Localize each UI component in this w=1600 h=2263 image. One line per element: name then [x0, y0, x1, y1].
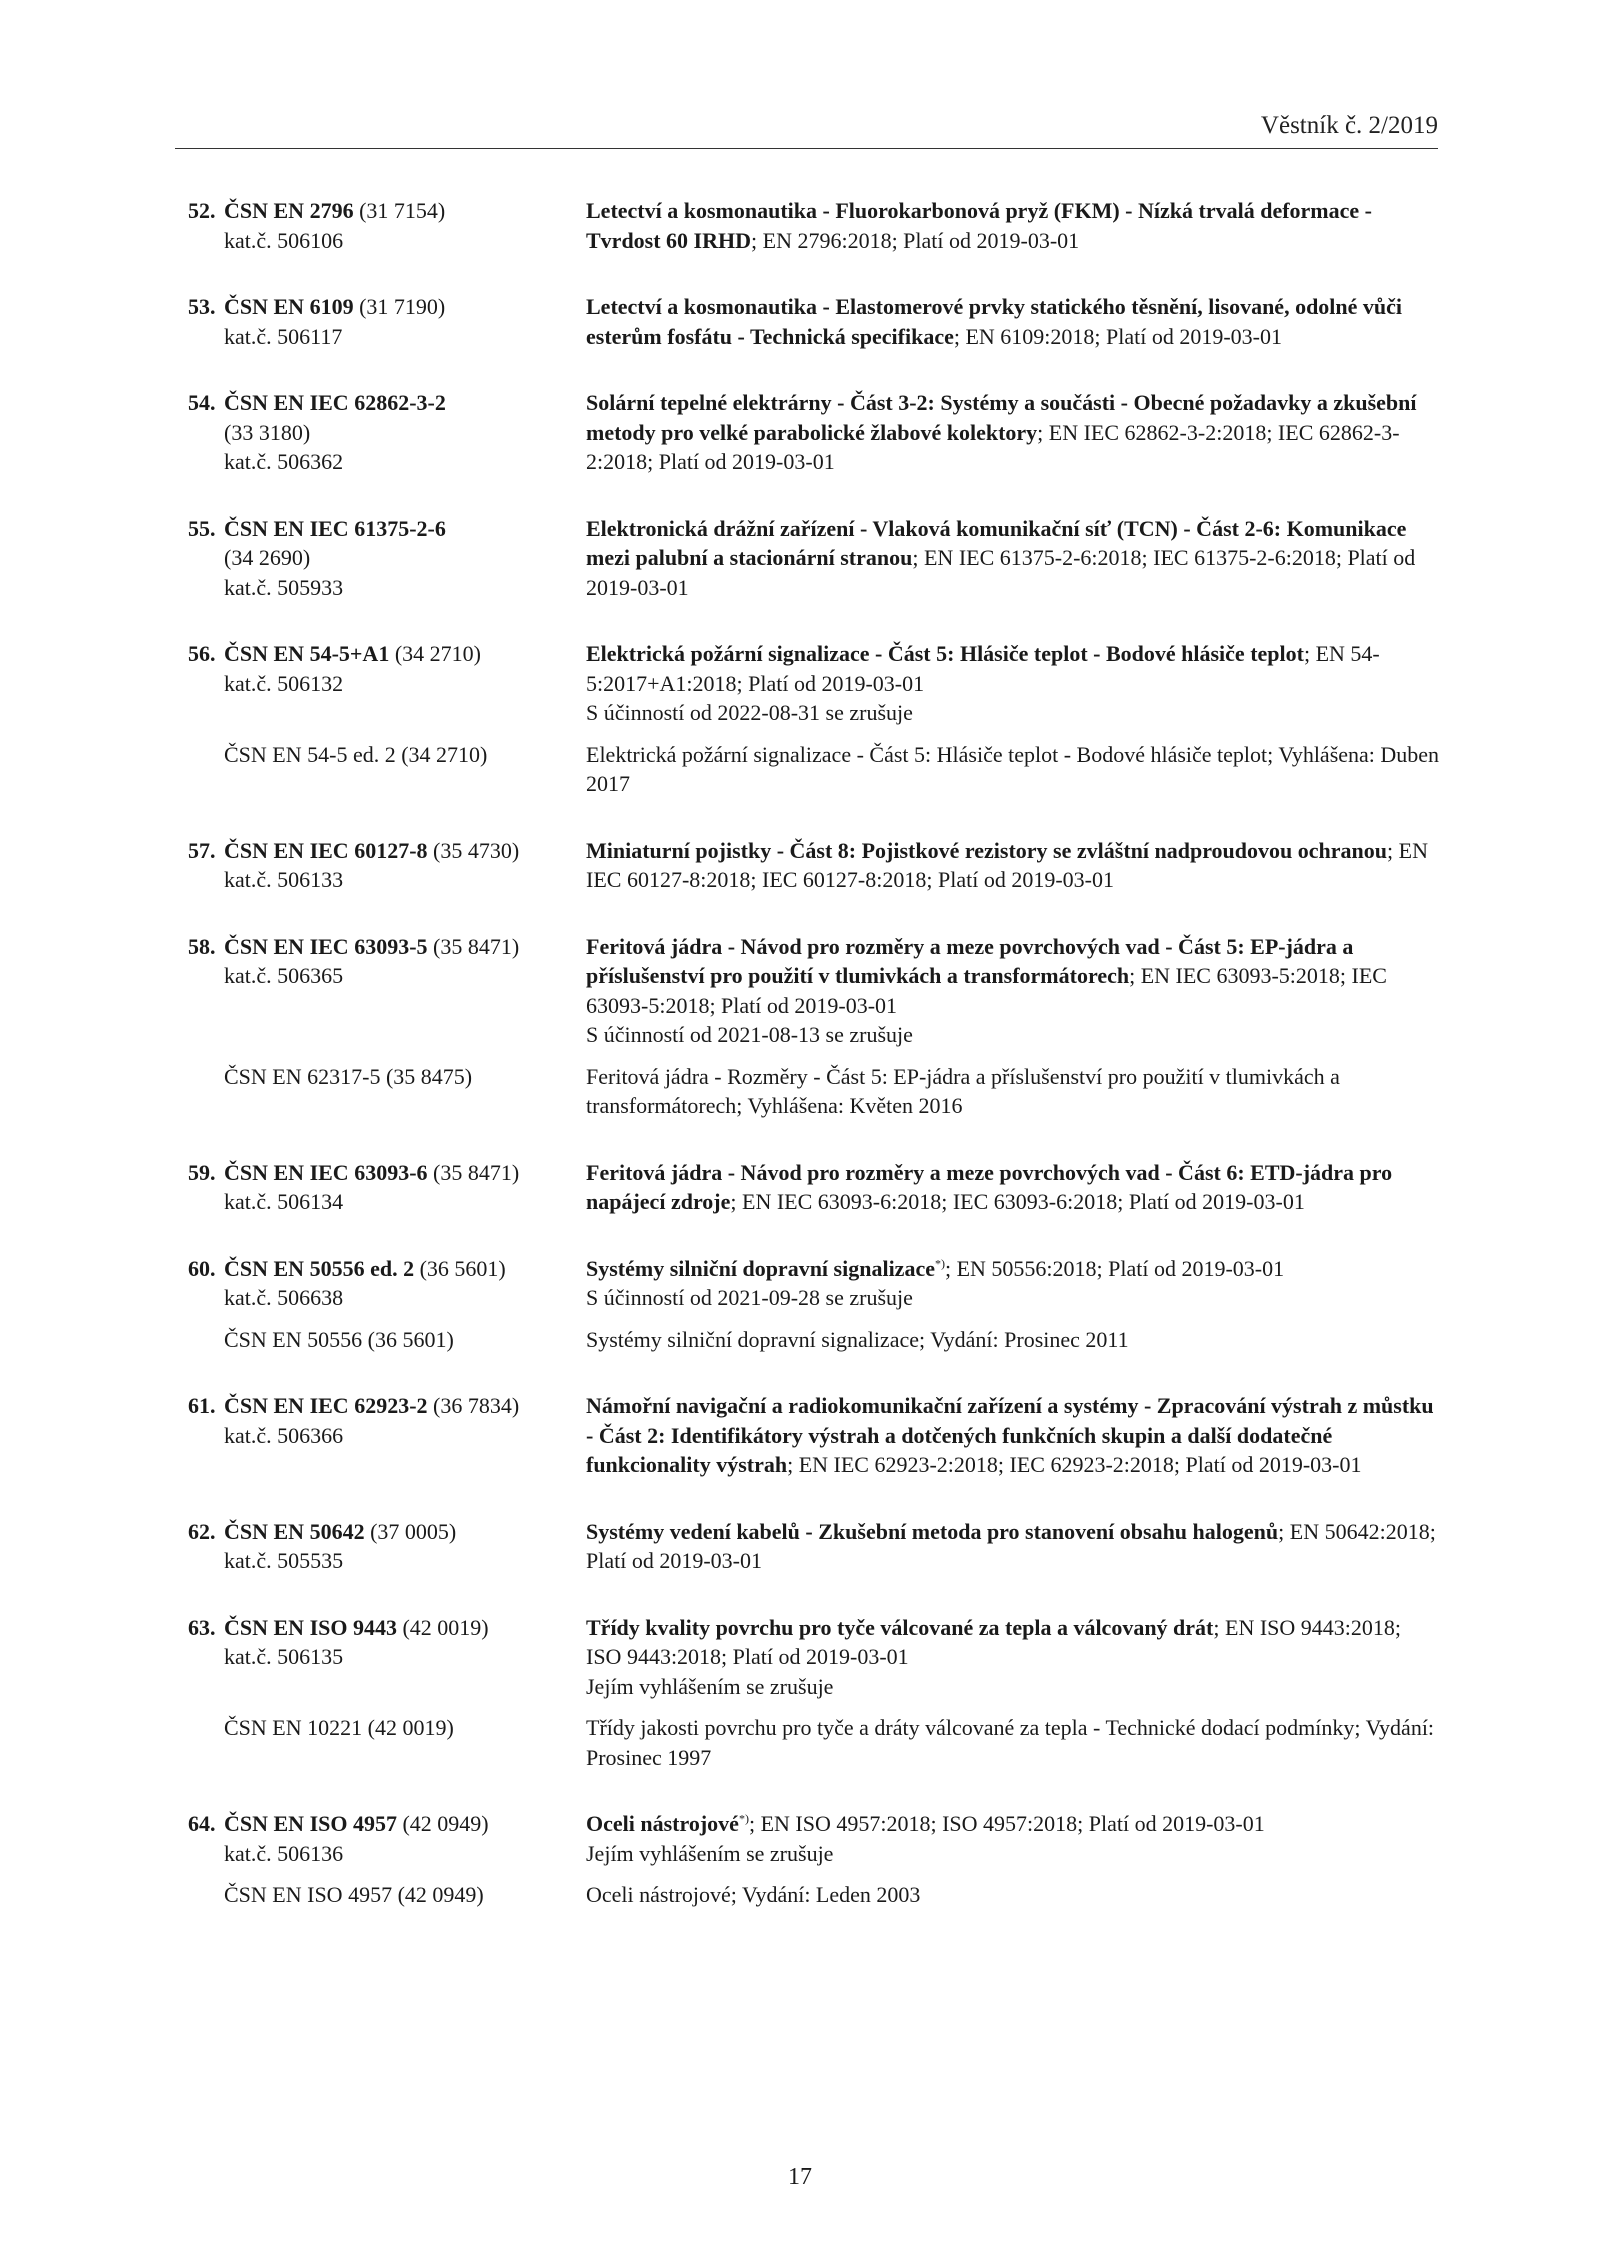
entry-number: 64. [188, 1811, 216, 1836]
catalog-number: kat.č. 506136 [224, 1840, 344, 1866]
classification-code: (31 7154) [359, 198, 446, 223]
standard-title: Elektrická požární signalizace - Část 5: Hlásiče teplot - Bodové hlásiče teplot [586, 641, 1304, 666]
standard-title: Letectví a kosmonautika - Elastomerové prvky statického těsnění, lisované, odolné vůči esterům fosfátu - Technická specifikace [586, 294, 1403, 349]
standard-details: ; EN ISO 4957:2018; ISO 4957:2018; Platí od 2019-03-01 [748, 1811, 1265, 1836]
page-number: 17 [788, 2164, 812, 2190]
standard-entry-57 [188, 836, 1448, 895]
standard-title: Solární tepelné elektrárny - Část 3-2: Systémy a součásti - Obecné požadavky a zkušební metody pro velké parabolické žlabové kolektory [586, 390, 1417, 445]
standard-details: ; EN 2796:2018; Platí od 2019-03-01 [751, 227, 1080, 253]
standard-identifier [188, 196, 586, 255]
catalog-number: kat.č. 506638 [224, 1285, 344, 1310]
catalog-number: kat.č. 505535 [224, 1548, 344, 1573]
standard-details: ; EN ISO 9443:2018; ISO 9443:2018; Platí od 2019-03-01 [586, 1614, 1402, 1669]
standard-identifier [188, 388, 586, 477]
standard-title: Feritová jádra - Návod pro rozměry a meze povrchových vad - Část 6: ETD-jádra pro napájecí zdroje [586, 1159, 1393, 1214]
catalog-number: kat.č. 506366 [224, 1422, 344, 1448]
standard-description [586, 1158, 1441, 1217]
withdrawal-note: Jejím vyhlášením se zrušuje [586, 1673, 834, 1699]
replaced-standard [188, 740, 1448, 799]
withdrawal-note: S účinností od 2022-08-31 se zrušuje [586, 700, 913, 725]
classification-code: (36 5601) [419, 1255, 506, 1281]
replaced-standard-text: Oceli nástrojové; Vydání: Leden 2003 [586, 1882, 921, 1907]
standard-description [586, 388, 1441, 477]
replaced-standard-text: Třídy jakosti povrchu pro tyče a dráty válcované za tepla - Technické dodací podmínky; Vydání: Prosinec 1997 [586, 1715, 1435, 1770]
standard-description [586, 1613, 1441, 1702]
standard-identifier [188, 932, 586, 1050]
standard-entry-62 [188, 1517, 1448, 1576]
standard-code: ČSN EN 54-5+A1 [224, 641, 390, 666]
standard-title: Třídy kvality povrchu pro tyče válcované za tepla a válcovaný drát [586, 1614, 1214, 1640]
standard-description [586, 1391, 1441, 1480]
standard-identifier [188, 836, 586, 895]
replaced-standard [188, 1713, 1448, 1772]
standard-entry-61 [188, 1391, 1448, 1480]
classification-code: (34 2690) [224, 545, 311, 570]
standard-code: ČSN EN 50556 ed. 2 [224, 1255, 415, 1281]
catalog-number: kat.č. 506133 [224, 867, 344, 892]
standard-identifier [188, 1809, 586, 1868]
withdrawal-note: S účinností od 2021-09-28 se zrušuje [586, 1285, 913, 1310]
standard-details: ; EN 50556:2018; Platí od 2019-03-01 [944, 1255, 1285, 1281]
standard-entry-60 [188, 1254, 1448, 1355]
standard-details: ; EN 6109:2018; Platí od 2019-03-01 [953, 323, 1283, 349]
catalog-number: kat.č. 506134 [224, 1189, 344, 1214]
standard-entry-52 [188, 196, 1448, 255]
standard-identifier [188, 1254, 586, 1313]
standard-details: ; EN IEC 63093-6:2018; IEC 63093-6:2018; Platí od 2019-03-01 [730, 1189, 1305, 1214]
standard-description [586, 639, 1441, 728]
replaced-standard-text: Systémy silniční dopravní signalizace; Vydání: Prosinec 2011 [586, 1326, 1129, 1352]
standard-code: ČSN EN 2796 [224, 198, 354, 223]
entry-number: 57. [188, 837, 216, 863]
standard-code: ČSN EN IEC 62862-3-2 [224, 390, 446, 415]
entry-number: 53. [188, 294, 216, 319]
catalog-number: kat.č. 506362 [224, 449, 344, 474]
classification-code: (36 7834) [433, 1393, 520, 1418]
replaced-standard-code: ČSN EN 62317-5 (35 8475) [224, 1063, 473, 1089]
standard-description [586, 1809, 1441, 1868]
standard-code: ČSN EN IEC 63093-6 [224, 1159, 428, 1185]
standard-code: ČSN EN IEC 60127-8 [224, 837, 428, 863]
standard-details: ; EN 54-5:2017+A1:2018; Platí od 2019-03-01 [586, 641, 1380, 696]
entry-number: 59. [188, 1159, 216, 1185]
standard-title: Systémy silniční dopravní signalizace [586, 1255, 935, 1281]
replaced-standard-code: ČSN EN ISO 4957 (42 0949) [224, 1882, 484, 1907]
classification-code: (35 4730) [433, 837, 520, 863]
standard-identifier [188, 292, 586, 351]
entry-number: 55. [188, 515, 216, 541]
classification-code: (42 0949) [402, 1811, 489, 1836]
standard-entry-58 [188, 932, 1448, 1121]
standard-description [586, 514, 1441, 603]
catalog-number: kat.č. 506365 [224, 963, 344, 988]
bulletin-title: Věstník č. 2/2019 [1260, 112, 1438, 139]
standard-identifier [188, 1158, 586, 1217]
standard-details: ; EN IEC 62923-2:2018; IEC 62923-2:2018; Platí od 2019-03-01 [787, 1452, 1362, 1477]
entry-number: 60. [188, 1255, 216, 1281]
classification-code: (34 2710) [394, 641, 481, 666]
footnote-marker: *) [738, 1811, 749, 1826]
standard-details: ; EN 50642:2018; Platí od 2019-03-01 [586, 1518, 1436, 1573]
standard-code: ČSN EN 50642 [224, 1518, 365, 1544]
replaced-standard-code: ČSN EN 10221 (42 0019) [224, 1715, 454, 1740]
entry-number: 61. [188, 1393, 216, 1418]
standard-description [586, 932, 1441, 1050]
standard-title: Letectví a kosmonautika - Fluorokarbonová pryž (FKM) - Nízká trvalá deformace - Tvrdost 60 IRHD [586, 198, 1372, 253]
standard-entry-59 [188, 1158, 1448, 1217]
standard-code: ČSN EN ISO 4957 [224, 1811, 397, 1836]
classification-code: (42 0019) [402, 1614, 489, 1640]
standard-title: Námořní navigační a radiokomunikační zařízení a systémy - Zpracování výstrah z můstku - Část 2: Identifikátory výstrah a dotčených funkčních skupin a další dodatečné funkcionality výstrah [586, 1393, 1434, 1477]
standard-identifier [188, 514, 586, 603]
replaced-standard-text: Elektrická požární signalizace - Část 5: Hlásiče teplot - Bodové hlásiče teplot; Vyhlášena: Duben 2017 [586, 741, 1440, 796]
withdrawal-note: S účinností od 2021-08-13 se zrušuje [586, 1022, 913, 1047]
classification-code: (33 3180) [224, 419, 311, 445]
bulletin-header [175, 112, 1438, 149]
entry-number: 58. [188, 933, 216, 959]
footnote-marker: *) [934, 1256, 945, 1271]
standard-description [586, 292, 1441, 351]
standard-details: ; EN IEC 63093-5:2018; IEC 63093-5:2018; Platí od 2019-03-01 [586, 963, 1387, 1018]
replaced-standard [188, 1062, 1448, 1121]
catalog-number: kat.č. 506135 [224, 1644, 344, 1669]
standard-title: Systémy vedení kabelů - Zkušební metoda pro stanovení obsahu halogenů [586, 1518, 1279, 1544]
standard-title: Oceli nástrojové [586, 1811, 739, 1836]
standard-identifier [188, 1517, 586, 1576]
classification-code: (35 8471) [433, 933, 520, 959]
entry-number: 63. [188, 1614, 216, 1640]
classification-code: (35 8471) [433, 1159, 520, 1185]
standard-title: Miniaturní pojistky - Část 8: Pojistkové rezistory se zvláštní nadproudovou ochranou [586, 837, 1388, 863]
classification-code: (31 7190) [359, 294, 446, 319]
replaced-standard [188, 1325, 1448, 1355]
replaced-standard-code: ČSN EN 54-5 ed. 2 (34 2710) [224, 741, 488, 767]
standard-code: ČSN EN IEC 62923-2 [224, 1393, 428, 1418]
standard-description [586, 1254, 1441, 1313]
standard-identifier [188, 1613, 586, 1702]
standard-description [586, 836, 1441, 895]
standard-details: ; EN IEC 60127-8:2018; IEC 60127-8:2018; Platí od 2019-03-01 [586, 837, 1428, 892]
replaced-standard [188, 1880, 1448, 1910]
standard-entry-53 [188, 292, 1448, 351]
standard-entry-54 [188, 388, 1448, 477]
entry-number: 56. [188, 641, 216, 666]
classification-code: (37 0005) [370, 1518, 457, 1544]
catalog-number: kat.č. 506106 [224, 227, 344, 253]
entry-number: 62. [188, 1518, 216, 1544]
standards-list [188, 196, 1448, 1947]
standard-details: ; EN IEC 62862-3-2:2018; IEC 62862-3-2:2018; Platí od 2019-03-01 [586, 419, 1400, 474]
withdrawal-note: Jejím vyhlášením se zrušuje [586, 1840, 834, 1866]
standard-description [586, 196, 1441, 255]
entry-number: 52. [188, 198, 216, 223]
standard-code: ČSN EN IEC 63093-5 [224, 933, 428, 959]
standard-description [586, 1517, 1441, 1576]
standard-identifier [188, 639, 586, 728]
standard-code: ČSN EN 6109 [224, 294, 354, 319]
standard-entry-64 [188, 1809, 1448, 1910]
catalog-number: kat.č. 505933 [224, 574, 344, 600]
standard-details: ; EN IEC 61375-2-6:2018; IEC 61375-2-6:2018; Platí od 2019-03-01 [586, 545, 1416, 600]
standard-title: Feritová jádra - Návod pro rozměry a meze povrchových vad - Část 5: EP-jádra a příslušenství pro použití v tlumivkách a transformátorech [586, 933, 1354, 988]
standard-title: Elektronická drážní zařízení - Vlaková komunikační síť (TCN) - Část 2-6: Komunikace mezi palubní a stacionární stranou [586, 515, 1407, 570]
replaced-standard-code: ČSN EN 50556 (36 5601) [224, 1326, 454, 1352]
standard-code: ČSN EN IEC 61375-2-6 [224, 515, 446, 541]
standard-identifier [188, 1391, 586, 1480]
standard-entry-55 [188, 514, 1448, 603]
standard-code: ČSN EN ISO 9443 [224, 1614, 397, 1640]
replaced-standard-text: Feritová jádra - Rozměry - Část 5: EP-jádra a příslušenství pro použití v tlumivkách a transformátorech; Vyhlášena: Květen 2016 [586, 1063, 1340, 1118]
page-footer [0, 2164, 1600, 2191]
standard-entry-56 [188, 639, 1448, 799]
catalog-number: kat.č. 506117 [224, 323, 343, 349]
standard-entry-63 [188, 1613, 1448, 1773]
entry-number: 54. [188, 390, 216, 415]
catalog-number: kat.č. 506132 [224, 670, 344, 696]
